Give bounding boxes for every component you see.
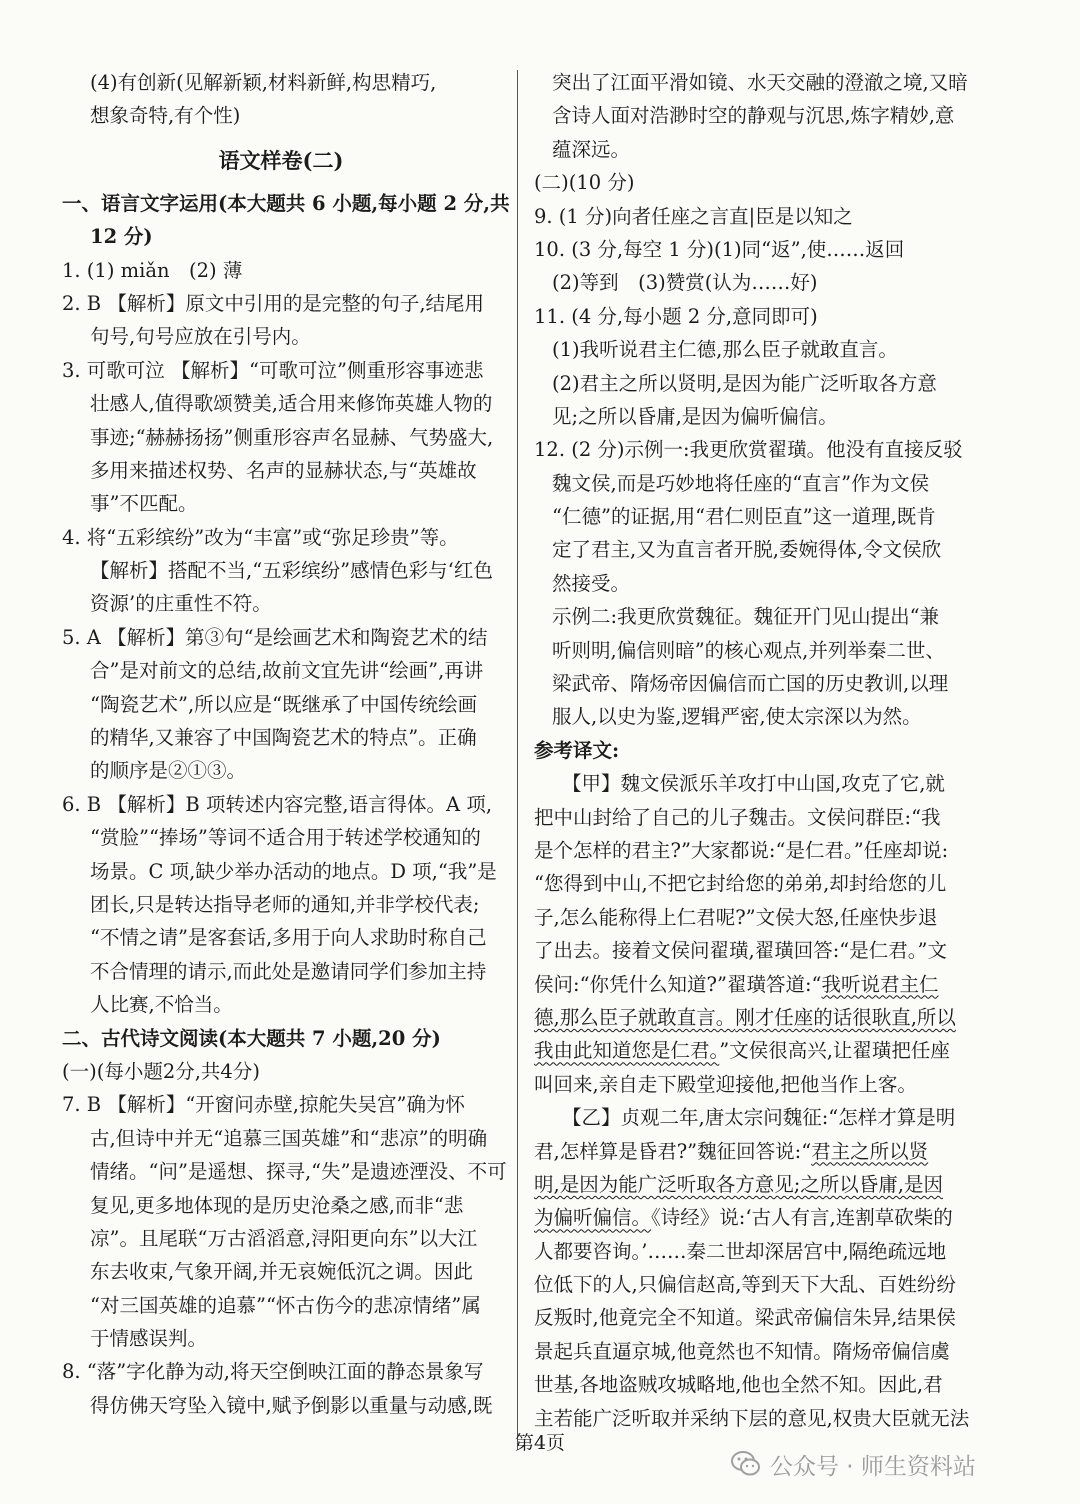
answer-line: 8. “落”字化静为动,将天空倒映江面的静态景象写 bbox=[62, 1360, 484, 1384]
subsection-heading: (一)(每小题2分,共4分) bbox=[62, 1059, 260, 1083]
underlined-text: 为偏听偏信。 bbox=[534, 1206, 652, 1230]
section-heading: 12 分) bbox=[90, 225, 153, 249]
translation-line bbox=[534, 1201, 974, 1234]
column-divider bbox=[517, 70, 518, 1450]
plain-text: 侯问:“你凭什么知道?”翟璜答道:“ bbox=[534, 972, 822, 996]
answer-line: 不合情理的请示,而此处是邀请同学们参加主持 bbox=[90, 959, 487, 983]
answer-line: 3. 可歌可泣 【解析】“可歌可泣”侧重形容事迹悲 bbox=[62, 358, 484, 382]
underlined-text: 我由此知道您是仁君。 bbox=[534, 1039, 720, 1063]
answer-line: 见;之所以昏庸,是因为偏听偏信。 bbox=[552, 404, 838, 428]
answer-line: 蕴深远。 bbox=[552, 137, 631, 161]
answer-line: 情绪。“问”是遥想、探寻,“失”是遗迹湮没、不可 bbox=[90, 1160, 507, 1184]
answer-line: 突出了江面平滑如镜、水天交融的澄澈之境,又暗 bbox=[552, 71, 968, 94]
translation-line: 子,怎么能称得上仁君呢?”文侯大怒,任座快步退 bbox=[534, 905, 938, 929]
answer-line: 1. (1) miǎn (2) 薄 bbox=[62, 258, 243, 282]
answer-line: 人比赛,不恰当。 bbox=[90, 993, 233, 1017]
answer-line: 东去收束,气象开阔,并无哀婉低沉之调。因此 bbox=[90, 1260, 473, 1284]
translation-line: 景起兵直逼京城,他竟然也不知情。隋炀帝偏信虞 bbox=[534, 1339, 950, 1363]
translation-line: 反叛时,他竟完全不知道。梁武帝偏信朱异,结果侯 bbox=[534, 1306, 956, 1330]
answer-line: “仁德”的证据,用“君仁则臣直”这一道理,既肯 bbox=[552, 505, 936, 529]
translation-line: 主若能广泛听取并采纳下层的意见,权贵大臣就无法 bbox=[534, 1406, 970, 1430]
translation-line: 世基,各地盗贼攻城略地,他也全然不知。因此,君 bbox=[534, 1373, 943, 1397]
translation-line: 把中山封给了自己的儿子魏击。文侯问群臣:“我 bbox=[534, 805, 941, 829]
right-column bbox=[534, 66, 974, 1435]
answer-line: (1)我听说君主仁德,那么臣子就敢直言。 bbox=[552, 338, 898, 362]
plain-text: 君,怎样算是昏君?”魏征回答说:“ bbox=[534, 1139, 812, 1163]
underlined-text: 明,是因为能广泛听取各方意见;之所以昏庸,是因 bbox=[534, 1172, 943, 1196]
answer-line: 得仿佛天穹坠入镜中,赋予倒影以重量与动感,既 bbox=[90, 1393, 493, 1417]
translation-line bbox=[534, 968, 974, 1001]
answer-line: 古,但诗中并无“追慕三国英雄”和“悲凉”的明确 bbox=[90, 1126, 488, 1150]
answer-line: “不情之请”是客套话,多用于向人求助时称自己 bbox=[90, 926, 487, 950]
page-number: 第4页 bbox=[514, 1432, 566, 1454]
watermark-text: 公众号 · 师生资料站 bbox=[770, 1453, 976, 1480]
answer-line: 句号,句号应放在引号内。 bbox=[90, 325, 311, 349]
answer-line: 6. B 【解析】B 项转述内容完整,语言得体。A 项, bbox=[62, 792, 493, 816]
underlined-text: 德,那么臣子就敢直言。 bbox=[534, 1005, 736, 1029]
wechat-icon bbox=[730, 1448, 762, 1480]
criteria-line: 想象奇特,有个性) bbox=[90, 104, 241, 128]
translation-line bbox=[534, 1001, 974, 1034]
answer-line: 多用来描述权势、名声的显赫状态,与“英雄故 bbox=[90, 458, 477, 482]
answer-line: 含诗人面对浩渺时空的静观与沉思,炼字精妙,意 bbox=[552, 104, 955, 128]
answer-line: 场景。C 项,缺少举办活动的地点。D 项,“我”是 bbox=[90, 859, 497, 883]
answer-line: 2. B 【解析】原文中引用的是完整的句子,结尾用 bbox=[62, 291, 485, 315]
watermark bbox=[730, 1442, 1050, 1486]
answer-line: 团长,只是转达指导老师的通知,并非学校代表; bbox=[90, 892, 480, 916]
answer-line: 资源’的庄重性不符。 bbox=[90, 592, 272, 616]
answer-line: “陶瓷艺术”,所以应是“既继承了中国传统绘画 bbox=[90, 692, 478, 716]
translation-line: 了出去。接着文侯问翟璜,翟璜回答:“是仁君。”文 bbox=[534, 939, 947, 963]
answer-line: 9. (1 分)向者任座之言直|臣是以知之 bbox=[534, 204, 853, 228]
answer-line: 5. A 【解析】第③句“是绘画艺术和陶瓷艺术的结 bbox=[62, 625, 488, 649]
answer-line: 魏文侯,而是巧妙地将任座的“直言”作为文侯 bbox=[552, 471, 930, 495]
translation-heading: 参考译文: bbox=[534, 738, 620, 762]
answer-line: 壮感人,值得歌颂赞美,适合用来修饰英雄人物的 bbox=[90, 392, 493, 416]
answer-line: 的顺序是②①③。 bbox=[90, 759, 247, 783]
underlined-text: 君主之所以贤 bbox=[811, 1139, 929, 1163]
answer-line: 合”是对前文的总结,故前文宜先讲“绘画”,再讲 bbox=[90, 659, 484, 683]
translation-line: 位低下的人,只偏信赵高,等到天下大乱、百姓纷纷 bbox=[534, 1273, 956, 1297]
translation-line: 【甲】魏文侯派乐羊攻打中山国,攻克了它,就 bbox=[562, 772, 945, 796]
answer-line: 复见,更多地体现的是历史沧桑之感,而非“悲 bbox=[90, 1193, 464, 1217]
exam-title: 语文样卷(二) bbox=[218, 147, 344, 173]
plain-text: ”文侯很高兴,让翟璜把任座 bbox=[719, 1039, 950, 1063]
answer-line: 然接受。 bbox=[552, 571, 631, 595]
answer-line: 听则明,偏信则暗”的核心观点,并列举秦二世、 bbox=[552, 638, 945, 662]
underlined-text: 刚才任座的话很耿直,所以 bbox=[735, 1005, 956, 1029]
answer-line: 梁武帝、隋炀帝因偏信而亡国的历史教训,以理 bbox=[552, 672, 949, 696]
translation-line: 【乙】贞观二年,唐太宗问魏征:“怎样才算是明 bbox=[562, 1106, 956, 1130]
underlined-text: 我听说君主仁 bbox=[821, 972, 939, 996]
translation-line: 是个怎样的君主?”大家都说:“是仁君。”任座却说: bbox=[534, 838, 949, 862]
criteria-line: (4)有创新(见解新颖,材料新鲜,构思精巧, bbox=[90, 71, 437, 94]
answer-line: “赏脸”“捧场”等词不适合用于转述学校通知的 bbox=[90, 826, 481, 850]
translation-line bbox=[534, 1034, 974, 1067]
subsection-heading: (二)(10 分) bbox=[534, 171, 635, 195]
translation-line: 人都要咨询。’……秦二世却深居宫中,隔绝疏远地 bbox=[534, 1239, 947, 1263]
answer-line: 定了君主,又为直言者开脱,委婉得体,令文侯欣 bbox=[552, 538, 942, 562]
answer-line: (2)等到 (3)赞赏(认为……好) bbox=[552, 271, 818, 295]
answer-line: 12. (2 分)示例一:我更欣赏翟璜。他没有直接反驳 bbox=[534, 438, 963, 462]
translation-line: “您得到中山,不把它封给您的弟弟,却封给您的儿 bbox=[534, 872, 947, 896]
answer-line: 于情感误判。 bbox=[90, 1327, 208, 1351]
answer-line: 服人,以史为鉴,逻辑严密,使太宗深以为然。 bbox=[552, 705, 922, 729]
answer-line: 10. (3 分,每空 1 分)(1)同“返”,使……返回 bbox=[534, 237, 905, 261]
answer-line: 4. 将“五彩缤纷”改为“丰富”或“弥足珍贵”等。 bbox=[62, 525, 459, 549]
answer-line: 11. (4 分,每小题 2 分,意同即可) bbox=[534, 304, 818, 328]
left-column bbox=[62, 66, 510, 1422]
answer-line: 【解析】搭配不当,“五彩缤纷”感情色彩与‘红色 bbox=[90, 559, 493, 583]
answer-line: 示例二:我更欣赏魏征。魏征开门见山提出“兼 bbox=[552, 605, 940, 629]
answer-line: 事迹;“赫赫扬扬”侧重形容声名显赫、气势盛大, bbox=[90, 425, 494, 449]
section-heading: 一、语言文字运用(本大题共 6 小题,每小题 2 分,共 bbox=[62, 191, 510, 215]
section-heading: 二、古代诗文阅读(本大题共 7 小题,20 分) bbox=[62, 1026, 441, 1050]
plain-text: 《诗经》说:‘古人有言,连割草砍柴的 bbox=[651, 1206, 953, 1230]
translation-line bbox=[534, 1135, 974, 1168]
translation-line: 叫回来,亲自走下殿堂迎接他,把他当作上客。 bbox=[534, 1072, 917, 1096]
translation-line bbox=[534, 1168, 974, 1201]
answer-line: 凉”。且尾联“万古滔滔意,浔阳更向东”以大江 bbox=[90, 1226, 478, 1250]
answer-line: “对三国英雄的追慕”“怀古伤今的悲凉情绪”属 bbox=[90, 1293, 481, 1317]
answer-line: (2)君主之所以贤明,是因为能广泛听取各方意 bbox=[552, 371, 937, 395]
answer-line: 7. B 【解析】“开窗问赤壁,掠舵失吴宫”确为怀 bbox=[62, 1093, 465, 1117]
answer-line: 的精华,又兼容了中国陶瓷艺术的特点”。正确 bbox=[90, 726, 477, 750]
answer-line: 事”不匹配。 bbox=[90, 492, 198, 516]
